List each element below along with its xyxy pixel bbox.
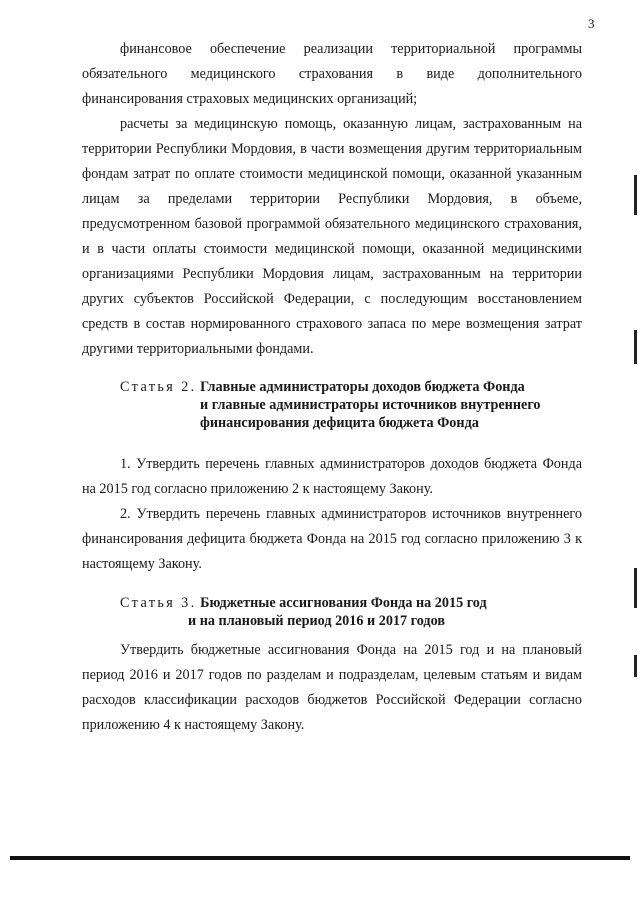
article-2-paragraph-2: 2. Утвердить перечень главных администраторов источников внутреннего финансирования дефицита бюджета Фонда на 2015 год согласно приложению 3 к настоящему Закону. [82,506,582,572]
paragraph-settlements: расчеты за медицинскую помощь, оказанную лицам, застрахованным на территории Республики Мордовия, в части возмещения другим территориальным фондам затрат по оплате стоимости медицинской помощи, оказанной указанным лицам за пределами территории Республики Мордовия, в объеме, предусмотренном базовой программой обязательного медицинского страхования, и в части оплаты стоимости медицинской помощи, оказанной медицинскими организациями Республики Мордовия лицам, застрахованным на территории других субъектов Российской Федерации, с последующим восстановлением средств в состав нормированного страхового запаса по мере возмещения затрат другими территориальными фондами. [82,116,582,357]
bottom-scan-rule [10,856,630,860]
article-2-title-line-1: Главные администраторы доходов бюджета Фонда [200,379,525,395]
paragraph-financing: финансовое обеспечение реализации территориальной программы обязательного медицинского страхования в виде дополнительного финансирования страховых медицинских организаций; [82,41,582,107]
article-3-label: Статья 3. [120,595,197,611]
article-2-heading [120,378,590,432]
article-3-heading [120,594,590,630]
scan-edge-mark [634,568,637,608]
article-2-paragraph-1: 1. Утвердить перечень главных администраторов доходов бюджета Фонда на 2015 год согласно приложению 2 к настоящему Закону. [82,456,582,497]
scan-edge-mark [634,175,637,215]
article-3-title-line-2: и на плановый период 2016 и 2017 годов [188,613,446,629]
article-3-title-line-1: Бюджетные ассигнования Фонда на 2015 год [200,595,487,611]
article-2-label: Статья 2. [120,379,197,395]
page-number: 3 [588,16,595,31]
article-2-title-line-2: и главные администраторы источников внутреннего [200,397,541,413]
scan-edge-mark [634,330,637,364]
article-3-paragraph-1: Утвердить бюджетные ассигнования Фонда на 2015 год и на плановый период 2016 и 2017 годов по разделам и подразделам, целевым статьям и видам расходов классификации расходов бюджетов Российской Федерации согласно приложению 4 к настоящему Закону. [82,642,582,733]
scan-edge-mark [634,655,637,677]
article-2-title-line-3: финансирования дефицита бюджета Фонда [200,415,479,431]
